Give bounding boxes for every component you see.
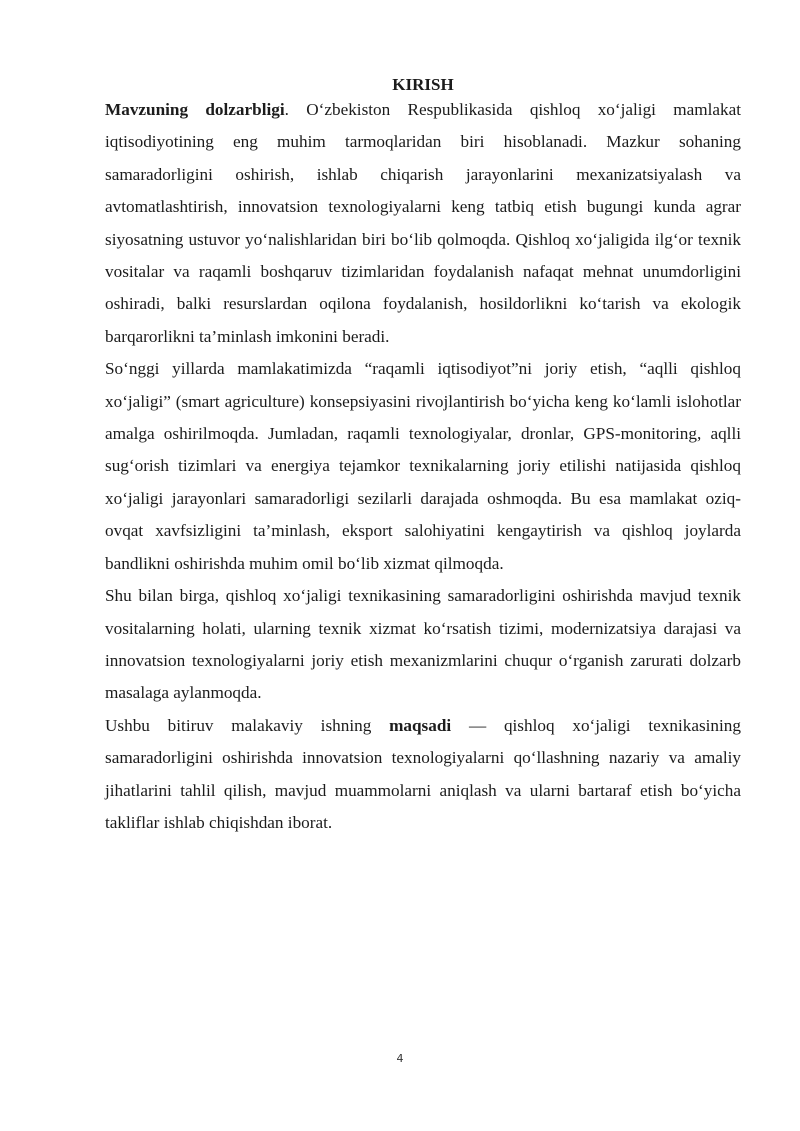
page-number: 4 bbox=[396, 1052, 404, 1065]
goal-keyword: maqsadi bbox=[389, 715, 452, 735]
relevance-text: . O‘zbekiston Respublikasida qishloq xo‘jaligi mamlakat iqtisodiyotining eng muhim tarmoqlaridan biri hisoblanadi. Mazkur sohaning samaradorligini oshirish, ishlab chiqarish jarayonlarini mexanizatsiyalash va avtomatlashtirish, innovatsion texnologiyalarni keng tatbiq etish bugungi kunda agrar siyosatning ustuvor yo‘nalishlaridan biri bo‘lib qolmoqda. Qishloq xo‘jaligida ilg‘or texnik vositalar va raqamli boshqaruv tizimlaridan foydalanish nafaqat mehnat unumdorligini oshiradi, balki resurslardan oqilona foydalanish, hosildorlikni ko‘tarish va ekologik barqarorlikni ta’minlash imkonini beradi. bbox=[105, 100, 742, 346]
goal-text: — qishloq xo‘jaligi texnikasining samaradorligini oshirishda innovatsion texnologiyalarni qo‘llashning nazariy va amaliy jihatlarini tahlil qilish, mavjud muammolarni aniqlash va ularni bartaraf etish bo‘yicha takliflar ishlab chiqishdan iborat. bbox=[105, 715, 741, 832]
section-title: KIRISH bbox=[392, 75, 454, 94]
page-body bbox=[105, 74, 741, 839]
paragraph-relevance bbox=[105, 94, 741, 353]
goal-intro-text: Ushbu bitiruv malakaviy ishning bbox=[105, 715, 390, 735]
relevance-heading: Mavzuning dolzarbligi bbox=[105, 100, 285, 119]
paragraph-reforms: So‘nggi yillarda mamlakatimizda “raqamli iqtisodiyot”ni joriy etish, “aqlli qishloq xo‘jaligi” (smart agriculture) konsepsiyasini rivojlantirish bo‘yicha keng ko‘lamli islohotlar amalga oshirilmoqda. Jumladan, raqamli texnologiyalar, dronlar, GPS-monitoring, aqlli sug‘orish tizimlari va energiya tejamkor texnikalarning joriy etilishi natijasida qishloq xo‘jaligi jarayonlari samaradorligi sezilarli darajada oshmoqda. Bu esa mamlakat oziq-ovqat xavfsizligini ta’minlash, eksport salohiyatini kengaytirish va qishloq joylarda bandlikni oshirishda muhim omil bo‘lib xizmat qilmoqda. bbox=[105, 359, 741, 573]
paragraph-necessity: Shu bilan birga, qishloq xo‘jaligi texnikasining samaradorligini oshirishda mavjud texnik vositalarning holati, ularning texnik xizmat ko‘rsatish tizimi, modernizatsiya darajasi va innovatsion texnologiyalarni joriy etish mexanizmlarini chuqur o‘rganish zarurati dolzarb masalaga aylanmoqda. bbox=[105, 586, 741, 703]
paragraph-goal bbox=[105, 710, 741, 840]
